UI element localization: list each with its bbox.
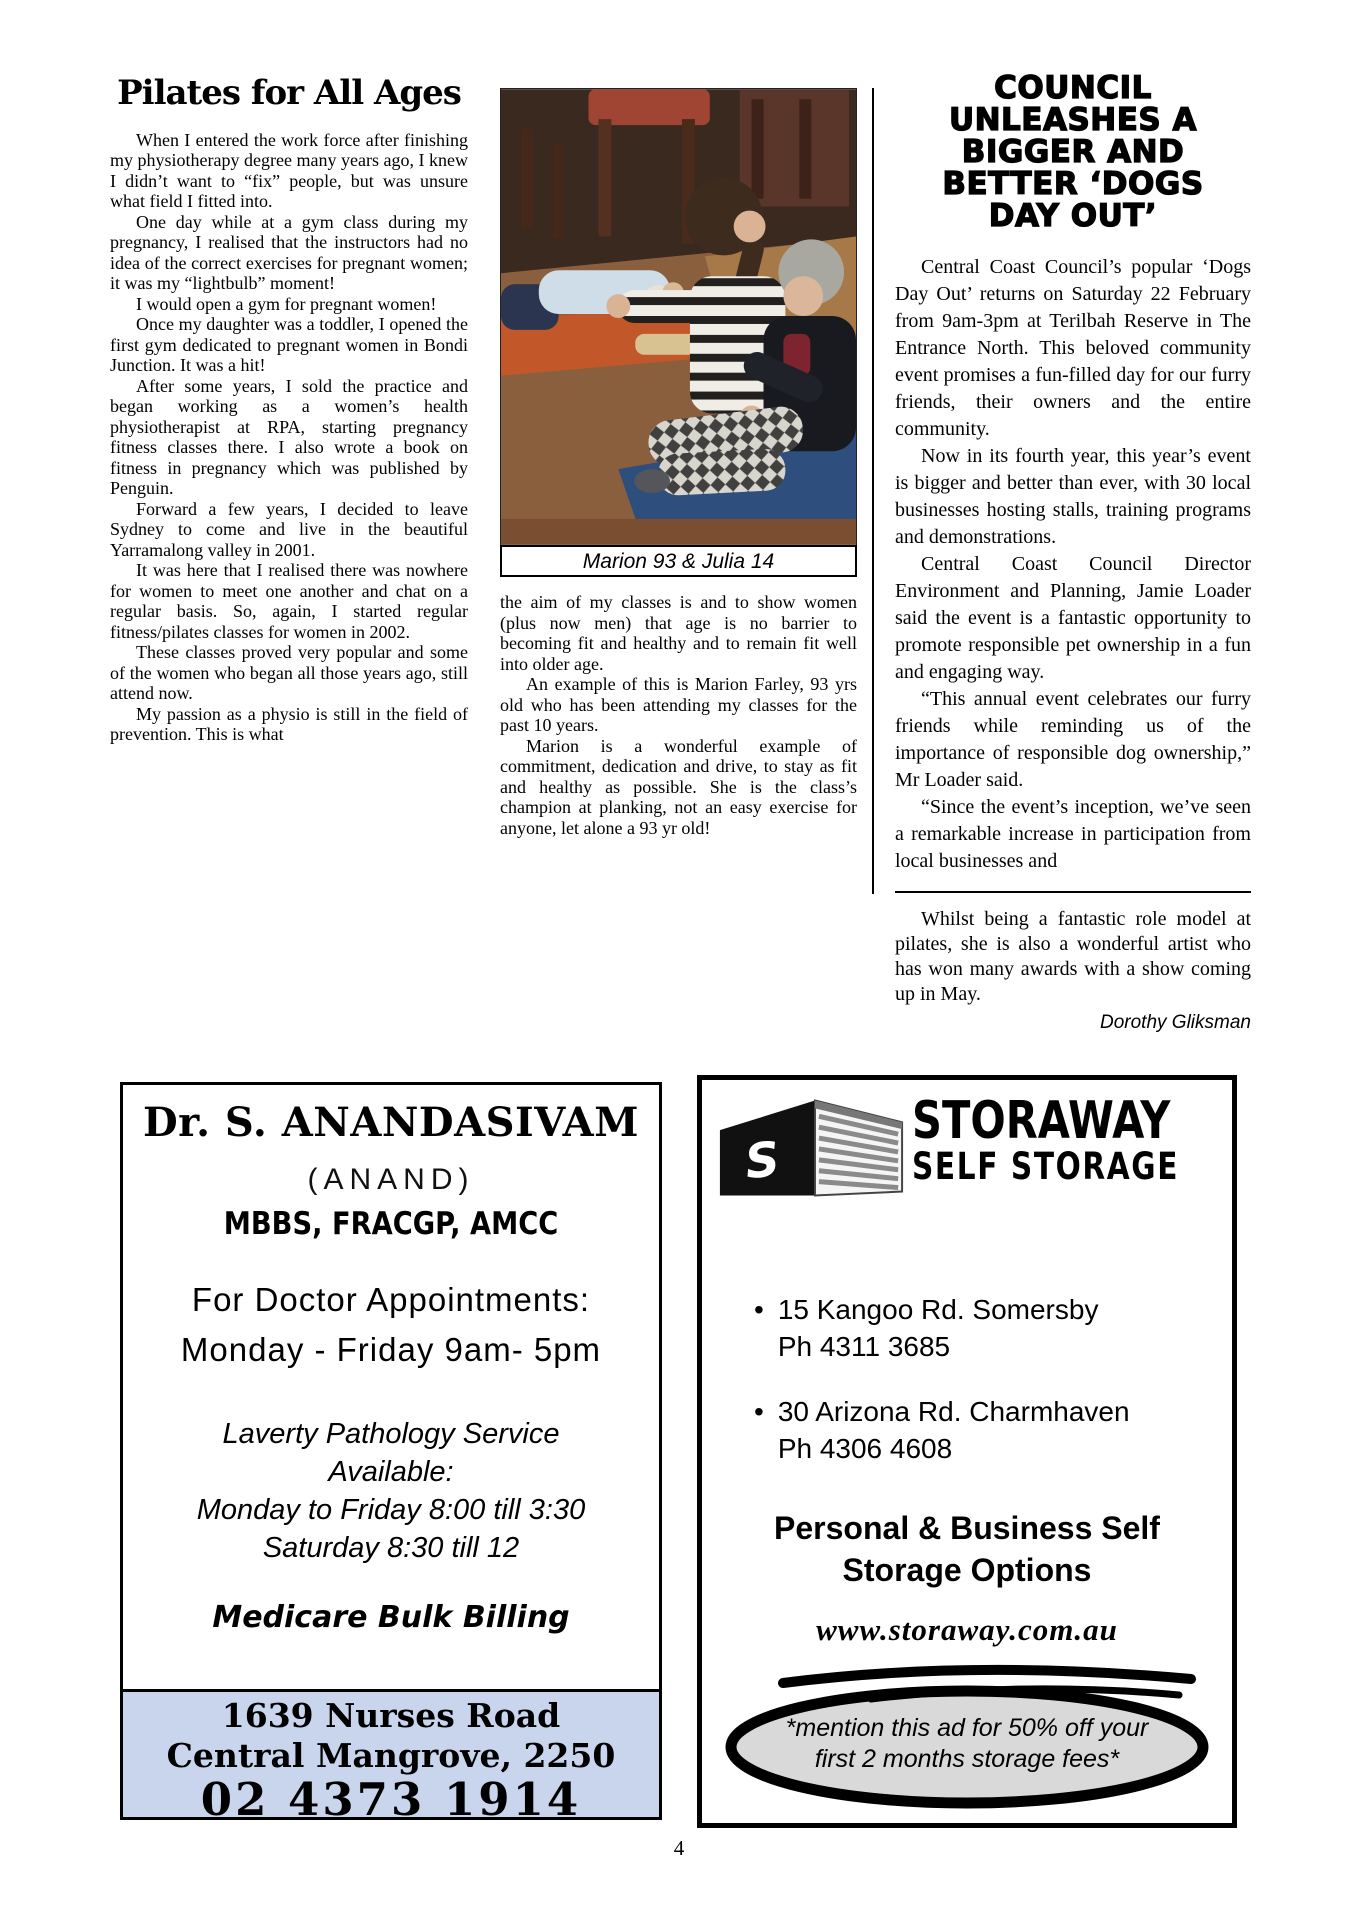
doctor-phone-number: 02 4373 1914	[200, 1773, 582, 1826]
article-paragraph: Central Coast Council Director Environment and Planning, Jamie Loader said the event is a fantastic opportunity to promote responsible pet ownership in a fun and engaging way.	[895, 553, 1251, 683]
pilates-article-column-2	[500, 592, 857, 838]
article-paragraph: Central Coast Council’s popular ‘Dogs Day Out’ returns on Saturday 22 February from 9am-3pm at Terilbah Reserve in The Entrance North. This beloved community event promises a fun-filled day for our furry friends, their owners and the entire community.	[895, 256, 1251, 440]
headline-line: UNLEASHES A	[948, 102, 1198, 138]
headline-line: DAY OUT’	[988, 198, 1158, 234]
council-article-body	[895, 254, 1251, 875]
photo-caption: Marion 93 & Julia 14	[500, 545, 857, 577]
pilates-article-footnote	[895, 907, 1251, 1007]
article-paragraph: It was here that I realised there was nowhere for women to meet one another and chat on a regular basis. So, again, I started regular fitness/pilates classes for women in 2002.	[110, 560, 468, 642]
location-item	[754, 1393, 1232, 1467]
article-paragraph: One day while at a gym class during my pregnancy, I realised that the instructors had no idea of the correct exercises for pregnant women; it was my “lightbulb” moment!	[110, 211, 468, 294]
offer-text	[721, 1659, 1213, 1811]
storaway-brand-text	[912, 1091, 1246, 1188]
pilates-article-body-1	[110, 130, 468, 745]
headline-line: BETTER ‘DOGS	[942, 166, 1204, 202]
article-paragraph: Now in its fourth year, this year’s event is bigger and better than ever, with 30 local businesses hosting stalls, training programs and demonstrations.	[895, 445, 1251, 548]
medicare-billing-note: Medicare Bulk Billing	[212, 1600, 570, 1635]
doctor-name: Dr. S. ANANDASIVAM	[142, 1099, 639, 1146]
appointments-line: For Doctor Appointments:	[191, 1281, 591, 1318]
location-address: 30 Arizona Rd. Charmhaven	[777, 1396, 1130, 1427]
article-paragraph: the aim of my classes is and to show women (plus now men) that age is no barrier to becoming fit and healthy and to remain fit well into older age.	[500, 592, 857, 674]
article-paragraph: “This annual event celebrates our furry friends while reminding us of the importance of responsible dog ownership,” Mr Loader said.	[895, 688, 1251, 791]
doctor-qualifications: MBBS, FRACGP, AMCC	[223, 1206, 559, 1242]
tagline-line: Storage Options	[842, 1552, 1092, 1588]
page-number: 4	[673, 1836, 685, 1860]
article-paragraph: My passion as a physio is still in the field of prevention. This is what	[110, 703, 468, 745]
brand-subtitle: SELF STORAGE	[912, 1145, 1180, 1188]
headline-line: COUNCIL	[994, 70, 1152, 106]
bullet-icon: •	[754, 1396, 764, 1427]
storage-tagline	[702, 1507, 1232, 1591]
storaway-logo	[712, 1091, 1226, 1199]
address-line: 1639 Nurses Road	[221, 1696, 561, 1735]
article-paragraph: When I entered the work force after finishing my physiotherapy degree many years ago, I knew I didn’t want to “fix” people, but was unsure what field I fitted into.	[110, 129, 468, 212]
pathology-line: Available:	[328, 1456, 454, 1488]
location-details	[778, 1393, 1130, 1467]
pilates-class-photo	[500, 88, 857, 546]
address-line: Central Mangrove, 2250	[166, 1736, 616, 1775]
pathology-line: Monday to Friday 8:00 till 3:30	[196, 1494, 586, 1526]
tagline-line: Personal & Business Self	[774, 1510, 1160, 1546]
doctor-ad	[120, 1082, 662, 1826]
doctor-alias: (ANAND)	[307, 1163, 475, 1196]
article-paragraph: “Since the event’s inception, we’ve seen a remarkable increase in participation from local businesses and	[895, 796, 1251, 872]
section-divider	[895, 891, 1251, 893]
location-phone: Ph 4311 3685	[777, 1331, 951, 1362]
location-details	[778, 1291, 1099, 1365]
offer-line: *mention this ad for 50% off your	[785, 1714, 1149, 1742]
bullet-icon: •	[754, 1294, 764, 1325]
article-paragraph: Forward a few years, I decided to leave Sydney to come and live in the beautiful Yarramalong valley in 2001.	[110, 498, 468, 560]
pathology-line: Saturday 8:30 till 12	[262, 1532, 520, 1564]
pathology-line: Laverty Pathology Service	[222, 1418, 560, 1450]
doctor-address-box	[123, 1689, 659, 1826]
article-paragraph: Once my daughter was a toddler, I opened the first gym dedicated to pregnant women in Bondi Junction. It was a hit!	[110, 314, 468, 376]
brand-name: STORAWAY	[912, 1091, 1171, 1151]
article-paragraph: Marion is a wonderful example of commitment, dedication and drive, to stay as fit and healthy as possible. She is the class’s champion at planking, not an easy exercise for anyone, let alone a 93 yr old!	[500, 735, 857, 838]
location-item	[754, 1291, 1232, 1365]
pathology-service-info	[123, 1415, 659, 1567]
author-byline: Dorothy Gliksman	[1100, 1012, 1251, 1033]
offer-line: first 2 months storage fees*	[814, 1745, 1120, 1773]
article-paragraph: Whilst being a fantastic role model at pilates, she is also a wonderful artist who has won many awards with a show coming up in May.	[895, 908, 1251, 1005]
column-divider	[872, 88, 874, 894]
photo-figure	[500, 88, 857, 577]
council-article-headline	[895, 72, 1251, 232]
article-paragraph: I would open a gym for pregnant women!	[136, 293, 437, 314]
pilates-article-title: Pilates for All Ages	[117, 73, 461, 113]
storage-locations	[754, 1291, 1232, 1467]
discount-offer-badge	[721, 1659, 1213, 1811]
appointments-hours: Monday - Friday 9am- 5pm	[180, 1331, 602, 1368]
article-paragraph: These classes proved very popular and some of the women who began all those years ago, still attend now.	[110, 642, 468, 704]
storage-website: www.storaway.com.au	[816, 1612, 1118, 1647]
article-paragraph: After some years, I sold the practice and began working as a women’s health physiotherapist at RPA, starting pregnancy fitness classes there. I also wrote a book on fitness in pregnancy which was published by Penguin.	[110, 375, 468, 499]
location-address: 15 Kangoo Rd. Somersby	[777, 1294, 1099, 1325]
headline-line: BIGGER AND	[961, 134, 1185, 170]
location-phone: Ph 4306 4608	[777, 1433, 953, 1464]
storage-ad	[697, 1075, 1237, 1828]
pilates-article-column-1	[110, 73, 468, 745]
logo-letter: S	[742, 1131, 783, 1191]
council-article-column	[895, 72, 1251, 1035]
storage-unit-icon	[712, 1094, 910, 1199]
article-paragraph: An example of this is Marion Farley, 93 yrs old who has been attending my classes for the past 10 years.	[500, 674, 857, 735]
